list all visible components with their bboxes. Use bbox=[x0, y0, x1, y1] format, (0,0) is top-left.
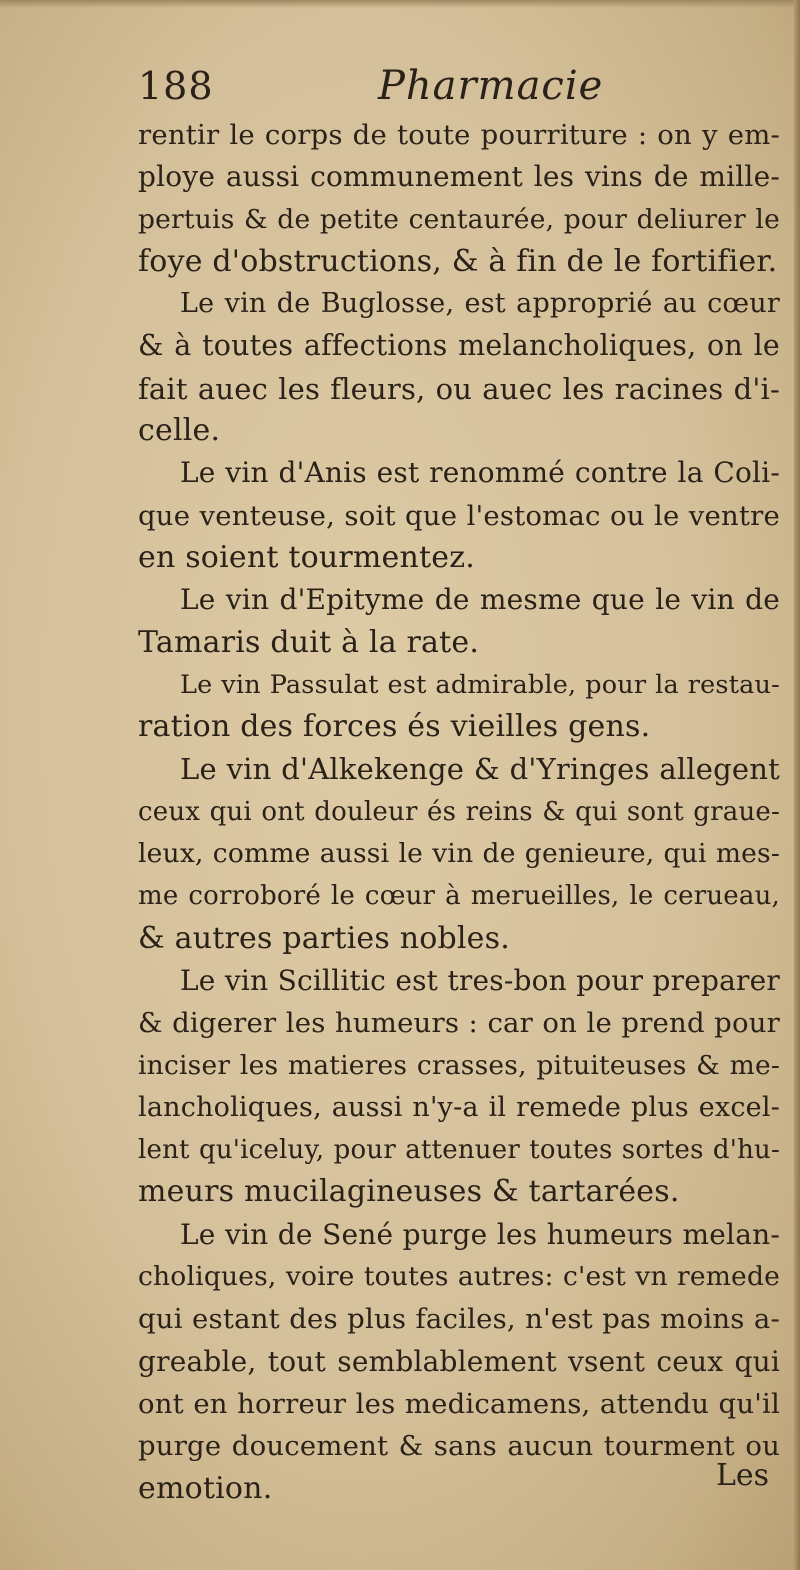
text-line: me corroboré le cœur à merueilles, le cerueau, bbox=[138, 881, 780, 912]
text-line: ration des forces és vieilles gens. bbox=[138, 709, 651, 745]
page-header bbox=[138, 62, 778, 112]
page-number: 188 bbox=[138, 64, 214, 108]
text-line: & à toutes affections melancholiques, on le bbox=[138, 329, 780, 363]
text-line: inciser les matieres crasses, pituiteuses & me- bbox=[138, 1049, 780, 1081]
text-line: & autres parties nobles. bbox=[138, 920, 510, 956]
text-line: purge doucement & sans aucun tourment ou bbox=[138, 1430, 780, 1463]
text-line: greable, tout semblablement vsent ceux qui bbox=[138, 1344, 780, 1378]
paragraph-start-line: Le vin de Sené purge les humeurs melan- bbox=[180, 1217, 780, 1251]
text-line: lent qu'iceluy, pour attenuer toutes sortes d'hu- bbox=[138, 1135, 780, 1166]
running-title: Pharmacie bbox=[378, 63, 604, 109]
text-line: foye d'obstructions, & à fin de le fortifier. bbox=[138, 243, 778, 279]
text-line: en soient tourmentez. bbox=[138, 539, 475, 575]
text-line: qui estant des plus faciles, n'est pas moins a- bbox=[138, 1303, 780, 1336]
text-line: lancholiques, aussi n'y-a il remede plus excel- bbox=[138, 1091, 780, 1123]
page-right-edge bbox=[794, 0, 800, 1570]
body-text bbox=[138, 114, 780, 1510]
text-line: & digerer les humeurs : car on le prend pour bbox=[138, 1007, 780, 1040]
text-line: ceux qui ont douleur és reins & qui sont graue- bbox=[138, 796, 780, 827]
text-line: pertuis & de petite centaurée, pour deliurer le bbox=[138, 203, 780, 235]
text-line: fait auec les fleurs, ou auec les racines d'i- bbox=[138, 371, 780, 406]
paragraph-start-line: Le vin Passulat est admirable, pour la restau- bbox=[180, 669, 780, 700]
text-line: Tamaris duit à la rate. bbox=[138, 624, 480, 660]
text-line: choliques, voire toutes autres: c'est vn remede bbox=[138, 1261, 780, 1293]
text-line: leux, comme aussi le vin de genieure, qui mes- bbox=[138, 838, 780, 870]
text-line: rentir le corps de toute pourriture : on y em- bbox=[138, 119, 780, 151]
text-line: ploye aussi communement les vins de mille- bbox=[138, 160, 780, 194]
paragraph-start-line: Le vin d'Alkekenge & d'Yringes allegent bbox=[180, 752, 780, 787]
text-line: que venteuse, soit que l'estomac ou le ventre bbox=[138, 499, 780, 532]
text-line: meurs mucilagineuses & tartarées. bbox=[138, 1174, 680, 1210]
paragraph-start-line: Le vin d'Epityme de mesme que le vin de bbox=[180, 583, 780, 617]
text-line: ont en horreur les medicamens, attendu qu'il bbox=[138, 1387, 780, 1420]
paragraph-start-line: Le vin d'Anis est renommé contre la Coli- bbox=[180, 456, 780, 490]
paragraph-start-line: Le vin Scillitic est tres-bon pour preparer bbox=[180, 963, 780, 997]
page-top-shadow bbox=[0, 0, 800, 8]
text-line: emotion. bbox=[138, 1470, 273, 1506]
catchword: Les bbox=[716, 1458, 770, 1493]
paragraph-start-line: Le vin de Buglosse, est approprié au cœur bbox=[180, 288, 780, 320]
text-line: celle. bbox=[138, 413, 221, 449]
